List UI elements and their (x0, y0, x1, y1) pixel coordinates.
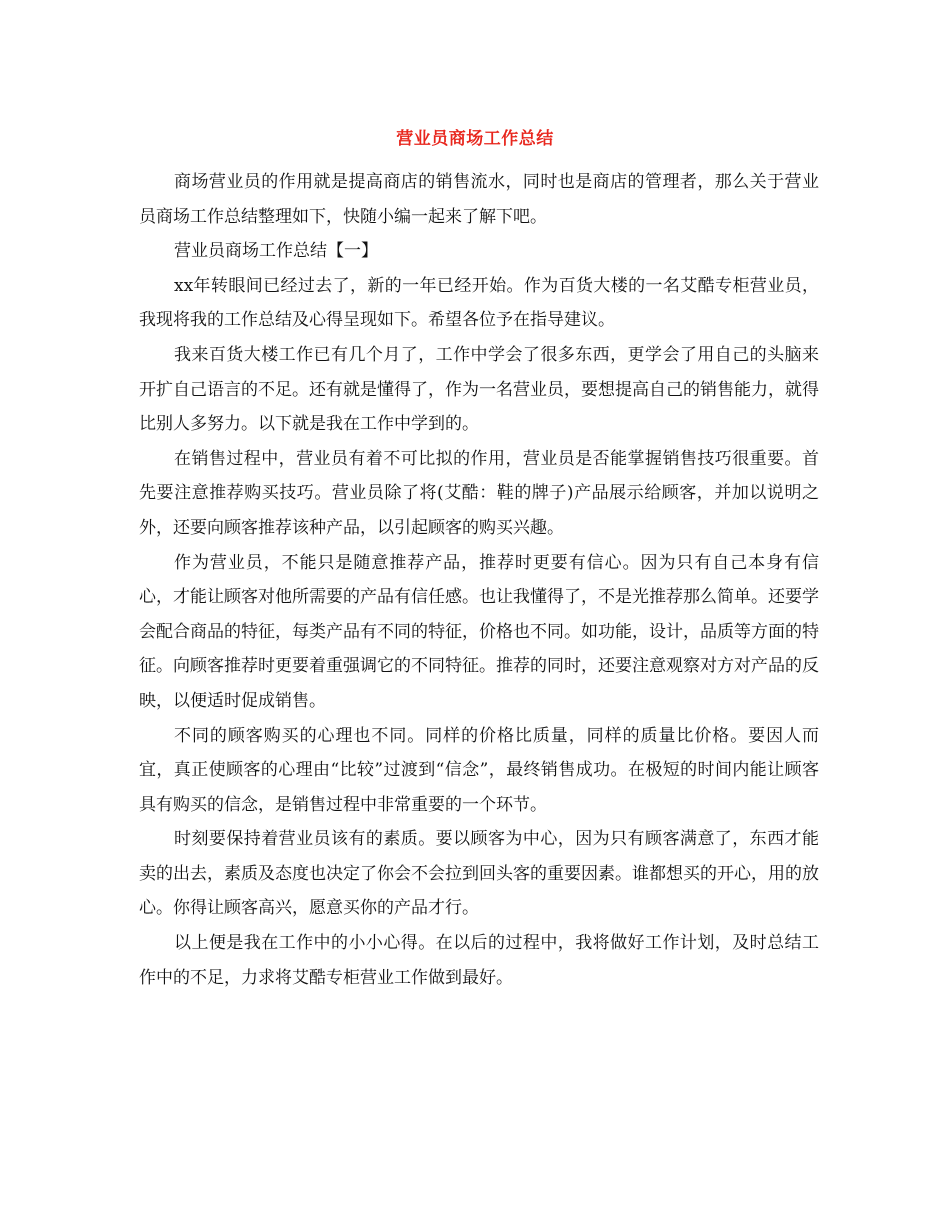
paragraph: 不同的顾客购买的心理也不同。同样的价格比质量，同样的质量比价格。要因人而宜，真正使顾客的心理由“比较”过渡到“信念”，最终销售成功。在极短的时间内能让顾客具有购买的信念，是销售过程中非常重要的一个环节。 (139, 725, 819, 815)
document-title: 营业员商场工作总结 (396, 129, 554, 149)
paragraph-intro: 商场营业员的作用就是提高商店的销售流水，同时也是商店的管理者，那么关于营业员商场工作总结整理如下，快随小编一起来了解下吧。 (139, 172, 819, 227)
paragraph: 在销售过程中，营业员有着不可比拟的作用，营业员是否能掌握销售技巧很重要。首先要注意推荐购买技巧。营业员除了将(艾酷：鞋的牌子)产品展示给顾客，并加以说明之外，还要向顾客推荐该种产品，以引起顾客的购买兴趣。 (139, 448, 819, 538)
paragraph: 作为营业员，不能只是随意推荐产品，推荐时更要有信心。因为只有自己本身有信心，才能让顾客对他所需要的产品有信任感。也让我懂得了，不是光推荐那么简单。还要学会配合商品的特征，每类产品有不同的特征，价格也不同。如功能，设计，品质等方面的特征。向顾客推荐时更要着重强调它的不同特征。推荐的同时，还要注意观察对方对产品的反映，以便适时促成销售。 (139, 552, 819, 711)
paragraph: 时刻要保持着营业员该有的素质。要以顾客为中心，因为只有顾客满意了，东西才能卖的出去，素质及态度也决定了你会不会拉到回头客的重要因素。谁都想买的开心，用的放心。你得让顾客高兴，愿意买你的产品才行。 (139, 829, 819, 919)
paragraph-conclusion: 以上便是我在工作中的小小心得。在以后的过程中，我将做好工作计划，及时总结工作中的不足，力求将艾酷专柜营业工作做到最好。 (139, 933, 819, 988)
paragraph: 我来百货大楼工作已有几个月了，工作中学会了很多东西，更学会了用自己的头脑来开扩自己语言的不足。还有就是懂得了，作为一名营业员，要想提高自己的销售能力，就得比别人多努力。以下就是我在工作中学到的。 (139, 344, 819, 435)
document-body (139, 165, 819, 995)
section-heading: 营业员商场工作总结【一】 (174, 241, 378, 262)
paragraph: xx年转眼间已经过去了，新的一年已经开始。作为百货大楼的一名艾酷专柜营业员，我现将我的工作总结及心得呈现如下。希望各位予在指导建议。 (139, 275, 819, 331)
